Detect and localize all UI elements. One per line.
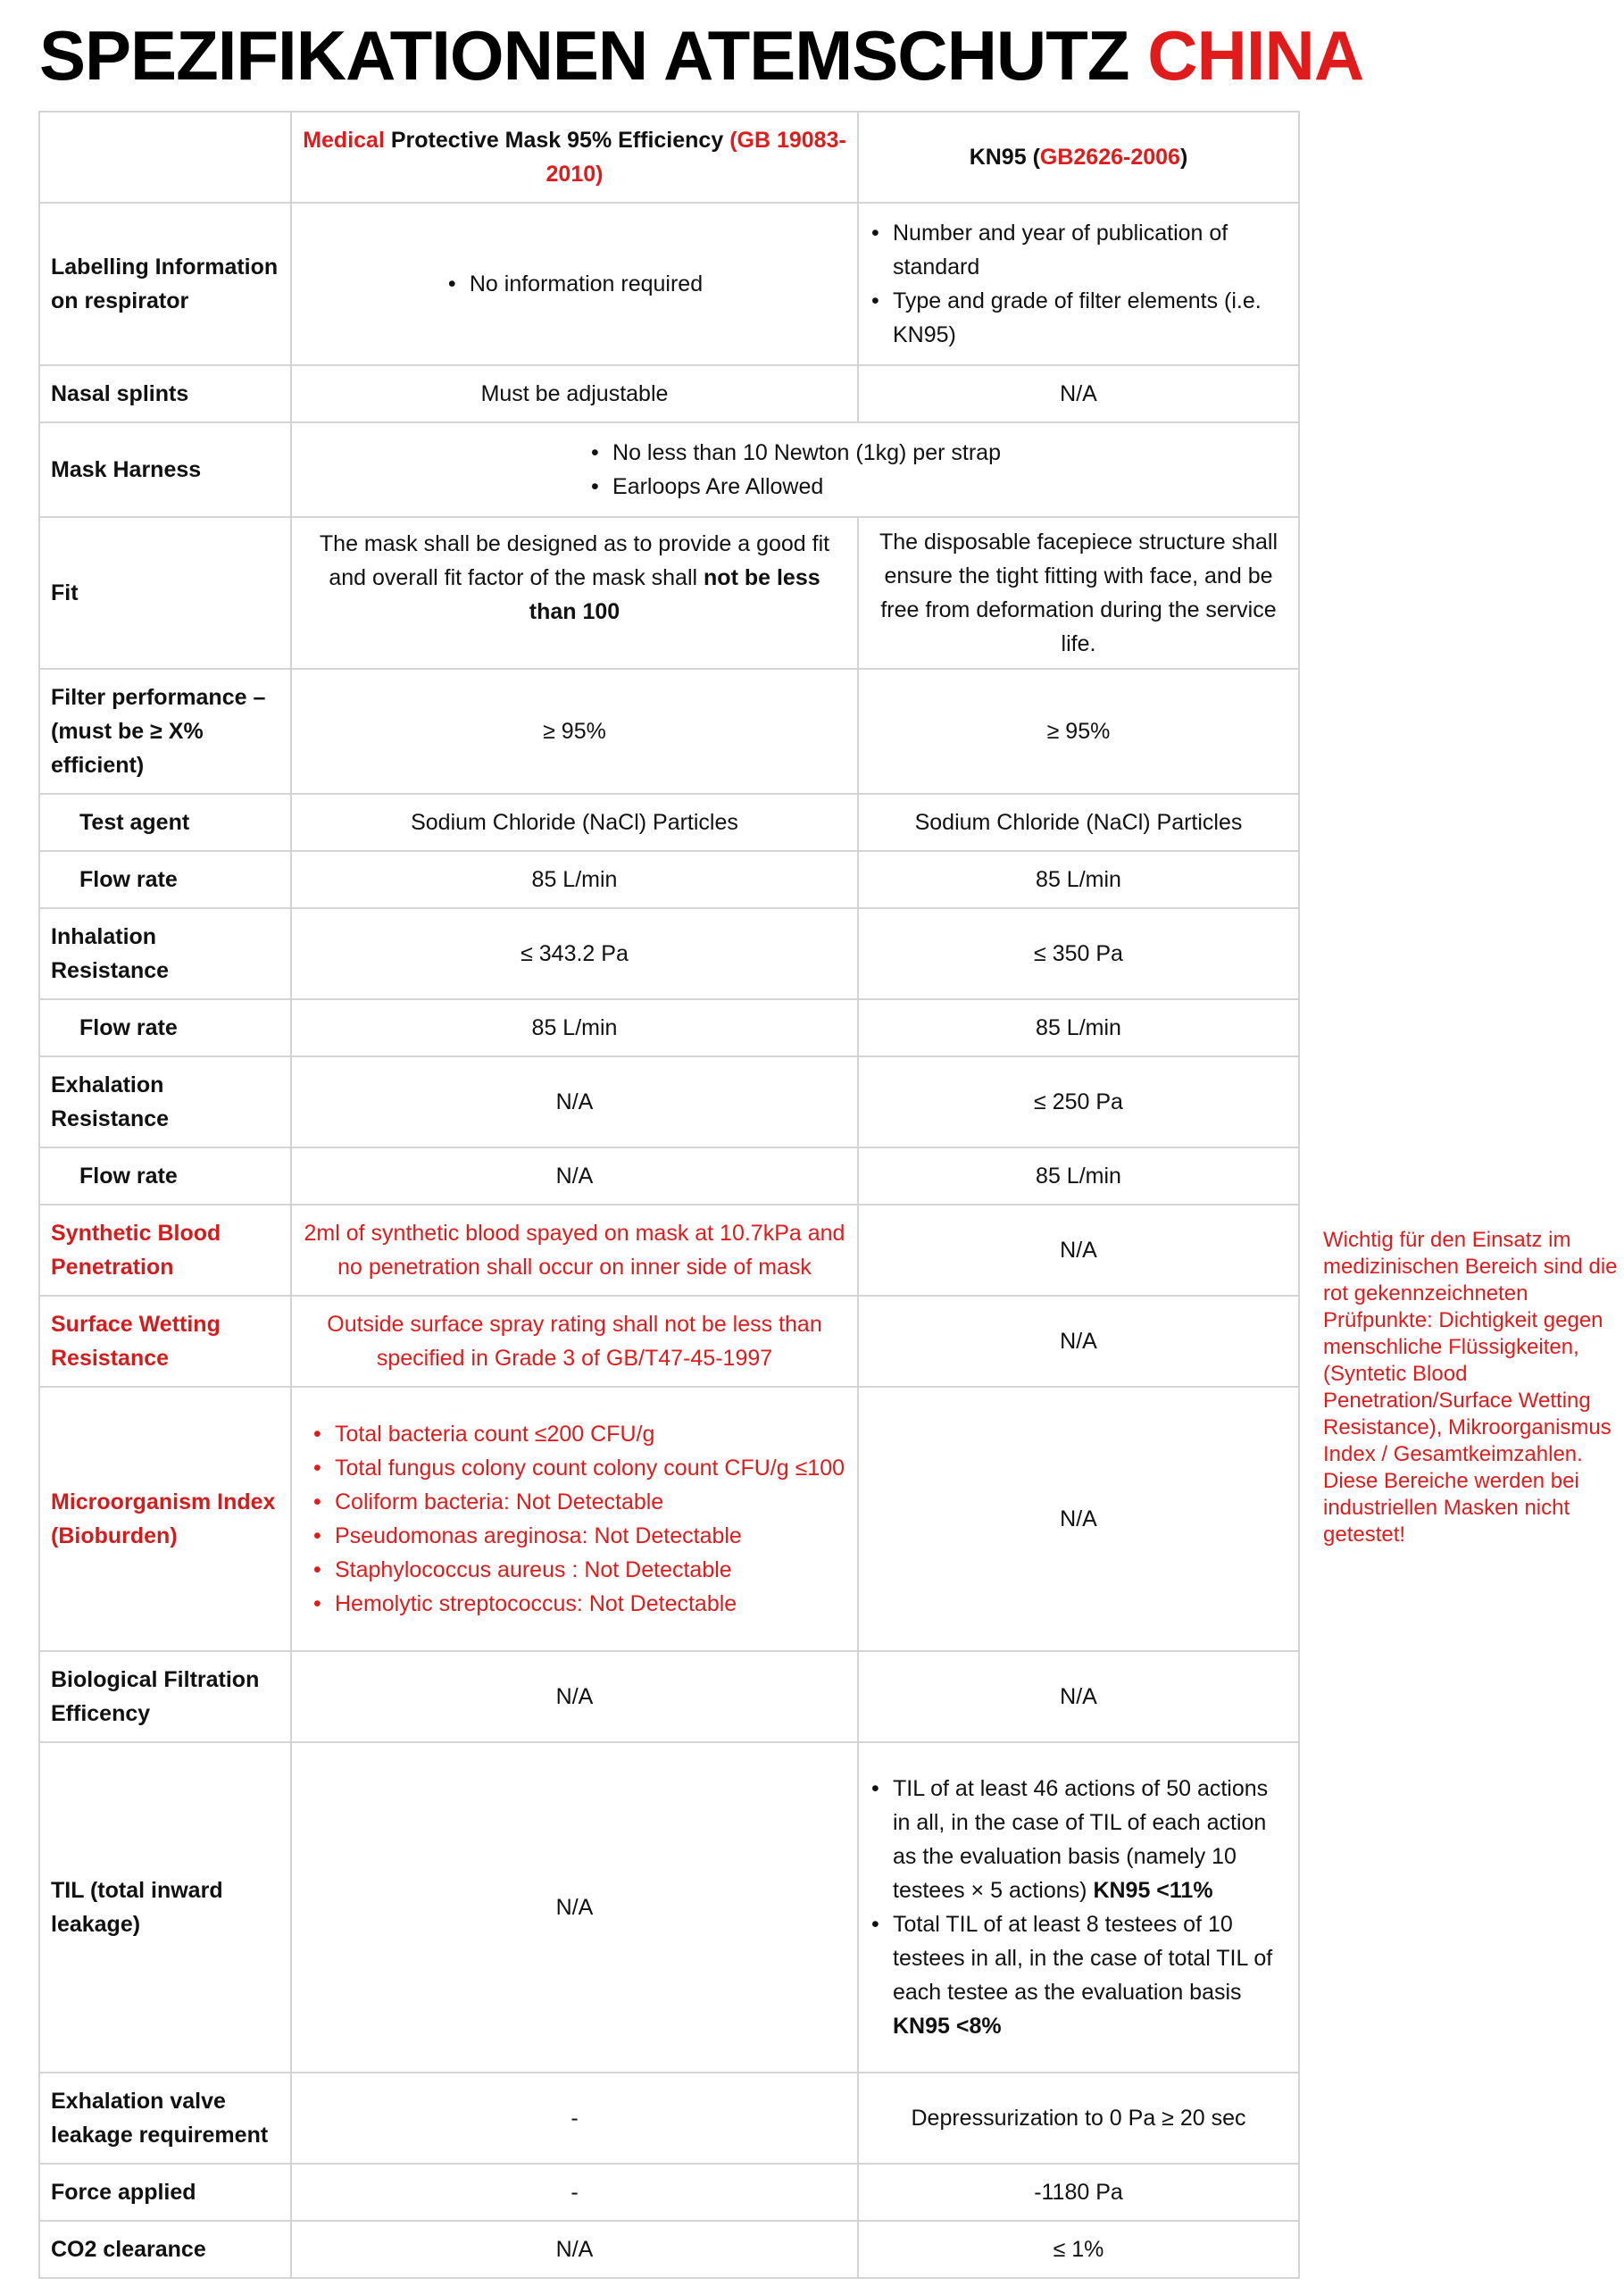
cell-kn95: The disposable facepiece structure shall ensure the tight fitting with face, and be free from deformation during the service life. [858, 517, 1299, 669]
table-row [39, 2164, 1299, 2221]
cell-kn95: -1180 Pa [858, 2164, 1299, 2221]
list-item [893, 1907, 1287, 2043]
cell-medical [291, 203, 858, 365]
row-label: Exhalation valve leakage requirement [39, 2073, 291, 2164]
row-label: Flow rate [39, 999, 291, 1056]
table-row [39, 2221, 1299, 2278]
row-label: Surface Wetting Resistance [39, 1296, 291, 1387]
row-label: Test agent [39, 794, 291, 851]
table-row [39, 203, 1299, 365]
list-item: • Coliform bacteria: Not Detectable [335, 1485, 846, 1519]
cell-kn95: 85 L/min [858, 999, 1299, 1056]
til-text-1: TIL of at least 46 actions of 50 actions in all, in the case of TIL of each action as the evaluation basis (namely 10 testees × 5 actions) [893, 1776, 1269, 1903]
row-label: TIL (total inward leakage) [39, 1742, 291, 2073]
cell-kn95: ≤ 250 Pa [858, 1056, 1299, 1147]
table-row [39, 1147, 1299, 1205]
row-label: Fit [39, 517, 291, 669]
cell-medical: N/A [291, 1147, 858, 1205]
row-label: Flow rate [39, 1147, 291, 1205]
cell-kn95: Sodium Chloride (NaCl) Particles [858, 794, 1299, 851]
fit-medical-bold: not be less than 100 [529, 565, 820, 624]
header-medical-prefix: Medical [303, 128, 385, 153]
cell-medical: Sodium Chloride (NaCl) Particles [291, 794, 858, 851]
title-main: SPEZIFIKATIONEN ATEMSCHUTZ [39, 16, 1148, 95]
row-label: Microorganism Index (Bioburden) [39, 1387, 291, 1651]
cell-kn95: N/A [858, 1387, 1299, 1651]
table-row [39, 669, 1299, 794]
cell-kn95: Depressurization to 0 Pa ≥ 20 sec [858, 2073, 1299, 2164]
cell-medical: N/A [291, 1056, 858, 1147]
cell-kn95 [858, 203, 1299, 365]
til-text-2: Total TIL of at least 8 testees of 10 testees in all, in the case of total TIL of each testee as the evaluation basis [893, 1912, 1273, 2005]
row-label: Flow rate [39, 851, 291, 908]
cell-medical: 85 L/min [291, 851, 858, 908]
row-label: CO2 clearance [39, 2221, 291, 2278]
row-label: Filter performance – (must be ≥ X% efficient) [39, 669, 291, 794]
cell-kn95: N/A [858, 365, 1299, 422]
cell-kn95 [858, 1742, 1299, 2073]
header-kn95 [858, 112, 1299, 203]
cell-medical: Must be adjustable [291, 365, 858, 422]
cell-medical: N/A [291, 2221, 858, 2278]
cell-medical: - [291, 2073, 858, 2164]
til-bold-1: KN95 <11% [1093, 1878, 1213, 1903]
cell-medical: N/A [291, 1651, 858, 1742]
cell-medical [291, 517, 858, 669]
list-item: • Total bacteria count ≤200 CFU/g [335, 1417, 846, 1451]
row-label: Biological Filtration Efficency [39, 1651, 291, 1742]
row-label: Exhalation Resistance [39, 1056, 291, 1147]
list-item: • No information required [470, 267, 703, 301]
list-item: • Pseudomonas areginosa: Not Detectable [335, 1519, 846, 1553]
cell-kn95: 85 L/min [858, 851, 1299, 908]
table-row [39, 422, 1299, 517]
table-row [39, 2073, 1299, 2164]
row-label: Inhalation Resistance [39, 908, 291, 999]
cell-kn95: ≤ 350 Pa [858, 908, 1299, 999]
cell-medical: ≥ 95% [291, 669, 858, 794]
til-bold-2: KN95 <8% [893, 2014, 1002, 2039]
row-label: Nasal splints [39, 365, 291, 422]
cell-medical: ≤ 343.2 Pa [291, 908, 858, 999]
cell-medical: N/A [291, 1742, 858, 2073]
header-kn95-standard: GB2626-2006 [1039, 145, 1180, 170]
cell-kn95: ≥ 95% [858, 669, 1299, 794]
row-label: Labelling Information on respirator [39, 203, 291, 365]
page-title [39, 13, 1363, 98]
cell-kn95: ≤ 1% [858, 2221, 1299, 2278]
list-item: • No less than 10 Newton (1kg) per strap [612, 436, 1001, 470]
cell-medical: 85 L/min [291, 999, 858, 1056]
header-kn95-main: KN95 ( [969, 145, 1040, 170]
header-row [39, 112, 1299, 203]
side-note: Wichtig für den Einsatz im medizinischen Bereich sind die rot gekennzeichneten Prüfpunkte: Dichtigkeit gegen menschliche Flüssigkeiten, (Syntetic Blood Penetration/Surface Wetting Resistance), Mikroorganismus Index / Gesamtkeimzahlen. Diese Bereiche werden bei industriellen Masken nicht getestet! [1323, 1228, 1618, 1547]
header-medical [291, 112, 858, 203]
row-label: Synthetic Blood Penetration [39, 1205, 291, 1296]
cell-kn95: N/A [858, 1296, 1299, 1387]
cell-medical: 2ml of synthetic blood spayed on mask at 10.7kPa and no penetration shall occur on inner side of mask [291, 1205, 858, 1296]
cell-kn95: N/A [858, 1205, 1299, 1296]
list-item: • Type and grade of filter elements (i.e. KN95) [893, 284, 1287, 352]
table-row [39, 1651, 1299, 1742]
cell-medical: - [291, 2164, 858, 2221]
list-item: • Earloops Are Allowed [612, 470, 1001, 504]
row-label: Mask Harness [39, 422, 291, 517]
cell-both [291, 422, 1299, 517]
table-row [39, 999, 1299, 1056]
header-empty-cell [39, 112, 291, 203]
header-kn95-close: ) [1179, 145, 1188, 170]
list-item: • Number and year of publication of standard [893, 216, 1287, 284]
list-item: • Total fungus colony count colony count CFU/g ≤100 [335, 1451, 846, 1485]
list-item: • Staphylococcus aureus : Not Detectable [335, 1553, 846, 1587]
header-medical-standard: (GB 19083-2010) [545, 128, 846, 187]
spec-table [38, 111, 1300, 2279]
fit-medical-text: The mask shall be designed as to provide a good fit and overall fit factor of the mask shall [319, 531, 830, 590]
table-row [39, 1205, 1299, 1296]
list-item [893, 1772, 1287, 1907]
table-row [39, 794, 1299, 851]
cell-kn95: 85 L/min [858, 1147, 1299, 1205]
table-row [39, 1056, 1299, 1147]
cell-kn95: N/A [858, 1651, 1299, 1742]
table-row [39, 851, 1299, 908]
header-medical-main: Protective Mask 95% Efficiency [384, 128, 730, 153]
table-row [39, 1742, 1299, 2073]
title-highlight: CHINA [1147, 16, 1364, 95]
table-row [39, 517, 1299, 669]
list-item: • Hemolytic streptococcus: Not Detectable [335, 1587, 846, 1621]
cell-medical [291, 1387, 858, 1651]
table-row [39, 365, 1299, 422]
table-row [39, 1296, 1299, 1387]
table-row [39, 1387, 1299, 1651]
row-label: Force applied [39, 2164, 291, 2221]
table-row [39, 908, 1299, 999]
cell-medical: Outside surface spray rating shall not be less than specified in Grade 3 of GB/T47-45-1997 [291, 1296, 858, 1387]
